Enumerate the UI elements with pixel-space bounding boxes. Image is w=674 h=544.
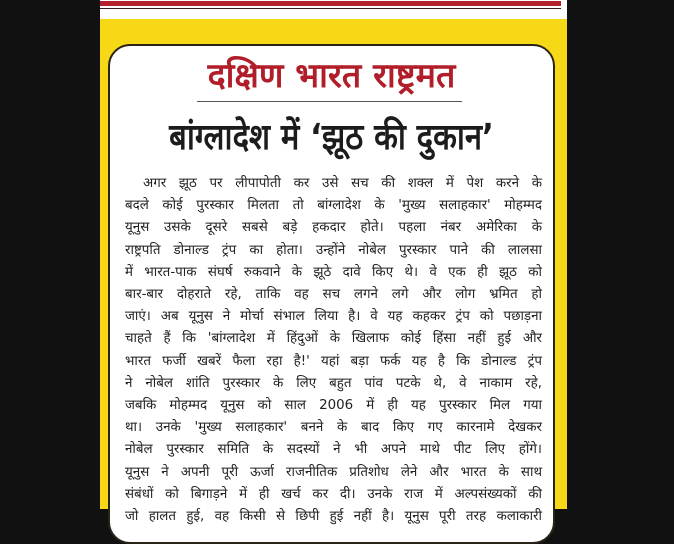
body-line: था। उनके 'मुख्य सलाहकार' बनने के बाद किए गए कारनामे देखकर [125, 420, 542, 436]
yellow-frame [100, 19, 567, 525]
body-line: चाहते हैं कि 'बांग्लादेश में हिंदुओं के खिलाफ कोई हिंसा नहीं हुई और [125, 331, 542, 347]
body-line: नोबेल पुरस्कार समिति के सदस्यों ने भी अपने माथे पीट लिए होंगे। [125, 442, 542, 458]
top-red-rule [100, 1, 561, 6]
article-headline: बांग्लादेश में ‘झूठ की दुकान’ [169, 117, 494, 158]
body-line: जाएं। अब यूनुस ने मोर्चा संभाल लिया है। वे यह कहकर ट्रंप को पछाड़ना [125, 309, 542, 325]
body-line: बदले कोई पुरस्कार मिलता तो बांग्लादेश के 'मुख्य सलाहकार' मोहम्मद [125, 198, 542, 214]
body-line: में भारत-पाक संघर्ष रुकवाने के झूठे दावे किए थे। वे एक ही झूठ को [125, 264, 542, 280]
body-line: भारत फर्जी खबरें फैला रहा है!' यहां बड़ा फर्क यह है कि डोनाल्ड ट्रंप [125, 353, 542, 369]
body-line: जबकि मोहम्मद यूनुस को साल 2006 में ही यह पुरस्कार मिल गया [125, 398, 542, 414]
masthead-title: दक्षिण भारत राष्ट्रमत [207, 56, 456, 96]
article-box [108, 44, 555, 544]
body-line: संबंधों को बिगाड़ने में ही खर्च कर दी। उनके राज में अल्पसंख्यकों की [125, 486, 542, 502]
masthead-divider [197, 101, 462, 102]
body-line: राष्ट्रपति डोनाल्ड ट्रंप का होता। उन्होंने नोबेल पुरस्कार पाने की लालसा [125, 242, 542, 258]
body-line: बार-बार दोहराते रहे, ताकि वह सच लगने लगे और लोग भ्रमित हो [125, 287, 542, 303]
body-line: यूनुस ने अपनी पूरी ऊर्जा राजनीतिक प्रतिशोध लेने और भारत के साथ [125, 464, 542, 480]
newspaper-clipping [100, 0, 567, 525]
body-line: अगर झूठ पर लीपापोती कर उसे सच की शक्ल में पेश करने के [143, 176, 542, 191]
body-line: यूनुस उसके दूसरे सबसे बड़े हकदार होते। पहला नंबर अमेरिका के [125, 220, 542, 236]
body-line: ने नोबेल शांति पुरस्कार के लिए बहुत पांव पटके थे, वे नाकाम रहे, [125, 375, 542, 391]
body-line: जो हालत हुई, वह किसी से छिपी हुई नहीं है। यूनुस पूरी तरह कलाकारी [125, 509, 542, 525]
top-dark-rule [100, 8, 561, 9]
article-body [125, 173, 542, 528]
